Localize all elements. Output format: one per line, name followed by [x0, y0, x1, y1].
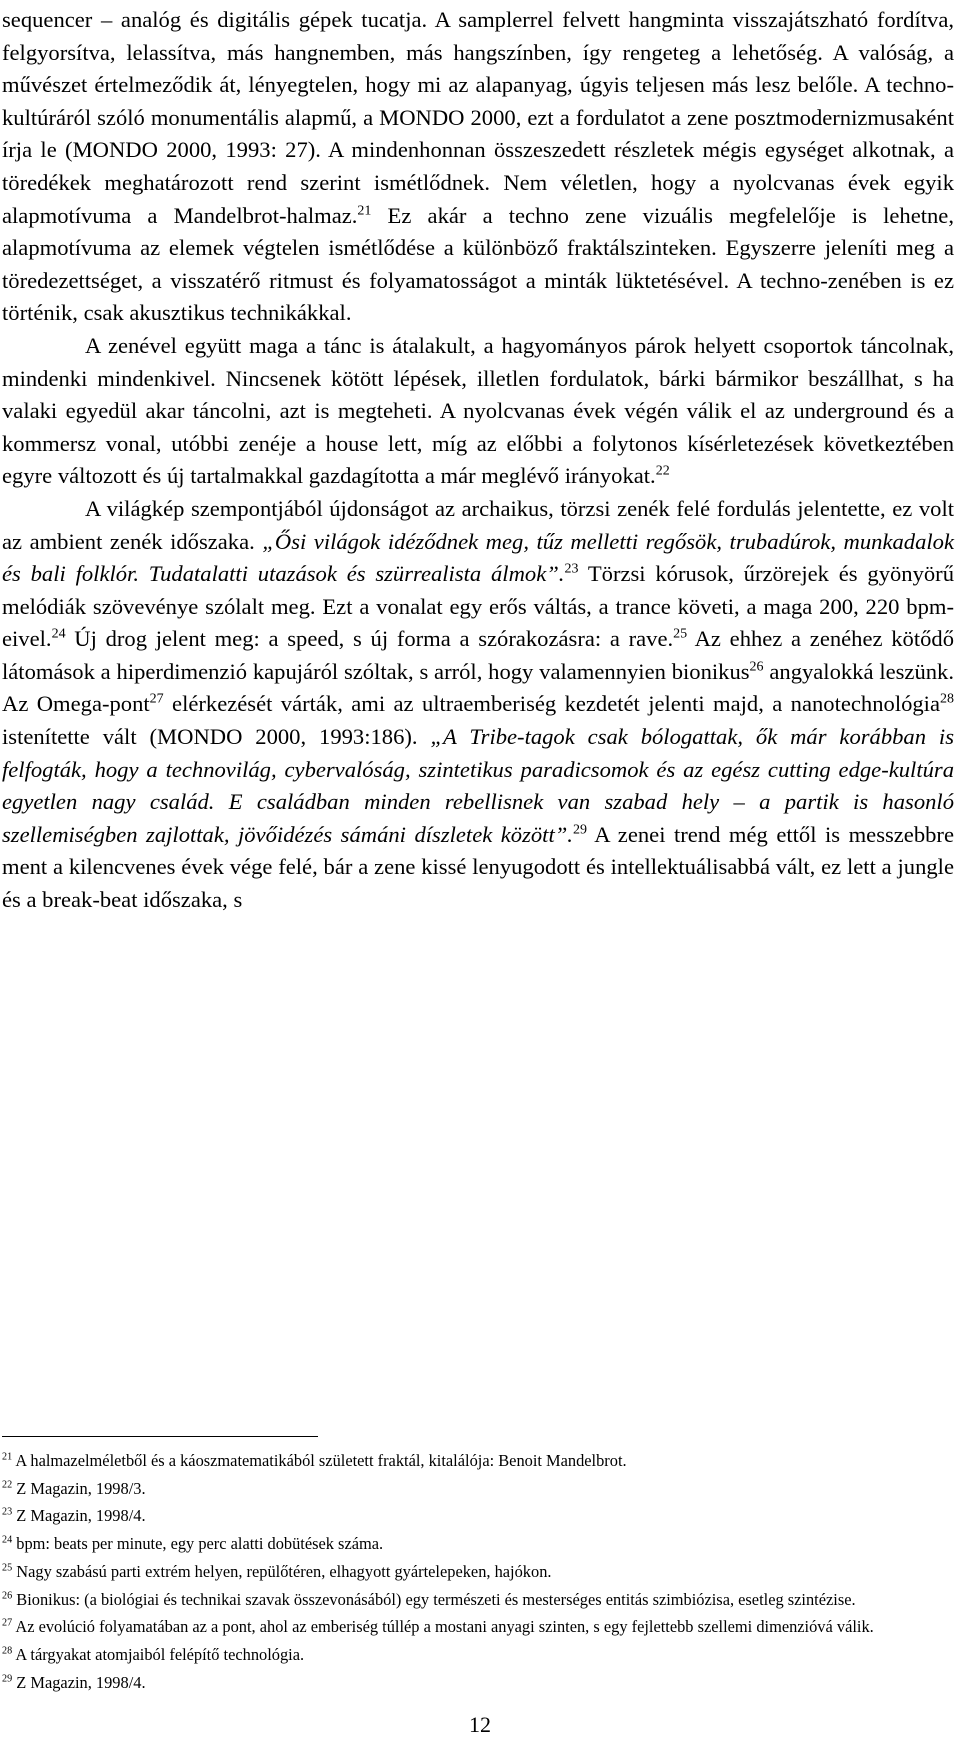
footnote-number: 28	[2, 1645, 13, 1657]
footnote-text: Z Magazin, 1998/3.	[16, 1478, 146, 1498]
footnote-ref-24[interactable]: 24	[51, 626, 66, 642]
paragraph-text: angyalokká leszünk. Az Omega-pont	[2, 658, 954, 717]
footnote-ref-21[interactable]: 21	[357, 202, 372, 218]
footnote-number: 27	[2, 1617, 13, 1629]
footnote-22	[2, 1475, 954, 1503]
footnote-number: 21	[2, 1451, 13, 1463]
footnote-number: 23	[2, 1507, 13, 1519]
page-number: 12	[469, 1712, 491, 1737]
paragraph-1	[2, 4, 954, 330]
footnote-number: 24	[2, 1534, 13, 1546]
paragraph-text: istenítette vált (MONDO 2000, 1993:186).	[2, 724, 431, 750]
paragraph-text: elérkezését várták, ami az ultraemberiség kezdetét jelenti majd, a nanotechnológia	[163, 691, 940, 717]
footnote-24	[2, 1530, 954, 1558]
footnote-number: 26	[2, 1590, 13, 1602]
footnote-text: Az evolúció folyamatában az a pont, ahol az emberiség túllép a mostani anyagi szinten, s egy fejlettebb szellemi dimenzióvá válik.	[15, 1617, 874, 1637]
footnote-ref-25[interactable]: 25	[673, 626, 688, 642]
quote-tribe: „A Tribe-tagok csak bólogattak, ők már korábban is felfogták, hogy a technovilág, cybervalóság, szintetikus paradicsomok és az egész cutting edge-kultúra egyetlen nagy család. E családban minden rebellisnek van szabad hely – a partik is hasonló szellemiségben zajlottak, jövőidézés sámáni díszletek között”.	[2, 724, 954, 847]
paragraph-text: Az ehhez a zenéhez kötődő látomások a hiperdimenzió kapujáról szóltak, s arról, hogy valamennyien bionikus	[2, 626, 954, 684]
footnote-27	[2, 1613, 954, 1641]
footnote-ref-28[interactable]: 28	[940, 691, 954, 707]
footnote-number: 29	[2, 1673, 13, 1685]
footnote-number: 22	[2, 1479, 13, 1491]
footnote-ref-22[interactable]: 22	[655, 463, 670, 479]
footnote-ref-23[interactable]: 23	[564, 561, 579, 577]
footnote-23	[2, 1502, 954, 1530]
paragraph-3	[2, 493, 954, 917]
footnotes	[2, 1447, 954, 1696]
footnote-26	[2, 1586, 954, 1614]
footnote-text: Bionikus: (a biológiai és technikai szavak összevonásából) egy természeti és mesterséges entitás szimbiózisa, esetleg szintézise.	[16, 1589, 856, 1609]
footnote-text: bpm: beats per minute, egy perc alatti dobütések száma.	[16, 1534, 384, 1554]
paragraph-text: sequencer – analóg és digitális gépek tucatja. A samplerrel felvett hangminta visszajátszható fordítva, felgyorsítva, lelassítva, más hangnemben, más hangszínben, így rengeteg a lehetőség. A valóság, a művészet értelmeződik át, lényegtelen, hogy mi az alapanyag, úgyis teljesen más lesz belőle. A techno-kultúráról szóló monumentális alapmű, a MONDO 2000, ezt a fordulatot a zene posztmodernizmusaként írja le (MONDO 2000, 1993: 27). A mindenhonnan összeszedett részletek mégis egységet alkotnak, a töredékek meghatározott rend szerint ismétlődnek. Nem véletlen, hogy a nyolcvanas évek egyik alapmotívuma a Mandelbrot-halmaz.	[2, 7, 954, 228]
paragraph-text: Törzsi kórusok, űrzörejek és gyönyörű melódiák szövevénye szólalt meg. Ezt a vonalat egy erős váltás, a trance követi, a maga 200, 220 bpm-eivel.	[2, 561, 954, 652]
footnote-text: A halmazelméletből és a káoszmatematikából született fraktál, kitalálója: Benoit Mandelbrot.	[15, 1451, 627, 1470]
footnote-25	[2, 1558, 954, 1586]
footnote-text: Nagy szabású parti extrém helyen, repülőtéren, elhagyott gyártelepeken, hajókon.	[16, 1561, 552, 1581]
footnote-ref-27[interactable]: 27	[149, 691, 164, 707]
quote-ancient-worlds: „Ősi világok idéződnek meg, tűz melletti regősök, trubadúrok, munkadalok és bali folklór. Tudatalatti utazások és szürrealista álmok”.	[2, 528, 954, 587]
footnote-ref-29[interactable]: 29	[572, 822, 587, 838]
paragraph-text: Új drog jelent meg: a speed, s új forma a szórakozásra: a rave.	[65, 626, 674, 652]
paragraph-text: A zenei trend még ettől is messzebbre ment a kilencvenes évek vége felé, bár a zene kissé lenyugodott és intellektuálisabbá vált, ez lett a jungle és a break-beat időszaka, s	[2, 821, 954, 913]
paragraph-2	[2, 330, 954, 493]
footnote-number: 25	[2, 1562, 13, 1574]
paragraph-text: A zenével együtt maga a tánc is átalakult, a hagyományos párok helyett csoportok táncolnak, mindenki mindenkivel. Nincsenek kötött lépések, illetlen fordulatok, bárki bármikor beszállhat, s ha valaki egyedül akar táncolni, azt is megteheti. A nyolcvanas évek végén válik el az underground és a kommersz vonal, utóbbi zenéje a house lett, míg az előbbi a folytonos kísérletezések következtében egyre változott és új tartalmakkal gazdagította a már meglévő irányokat.	[2, 332, 954, 489]
footnote-ref-26[interactable]: 26	[749, 659, 764, 675]
footnote-21	[2, 1447, 954, 1475]
footnote-28	[2, 1641, 954, 1669]
footnote-text: A tárgyakat atomjaiból felépítő technológia.	[15, 1644, 305, 1664]
footnote-separator	[2, 1436, 318, 1437]
body-text	[2, 4, 954, 917]
footnote-text: Z Magazin, 1998/4.	[16, 1506, 146, 1526]
footnote-text: Z Magazin, 1998/4.	[16, 1672, 146, 1692]
paragraph-text: A világkép szempontjából újdonságot az archaikus, törzsi zenék felé fordulás jelentette, ez volt az ambient zenék időszaka.	[2, 495, 954, 554]
footnote-29	[2, 1669, 954, 1697]
paragraph-text: Ez akár a techno zene vizuális megfelelője is lehetne, alapmotívuma az elemek végtelen ismétlődése a különböző fraktálszinteken. Egyszerre jeleníti meg a töredezettséget, a visszatérő ritmust és folyamatosságot a minták lüktetésével. A techno-zenében is ez történik, csak akusztikus technikákkal.	[2, 202, 954, 326]
